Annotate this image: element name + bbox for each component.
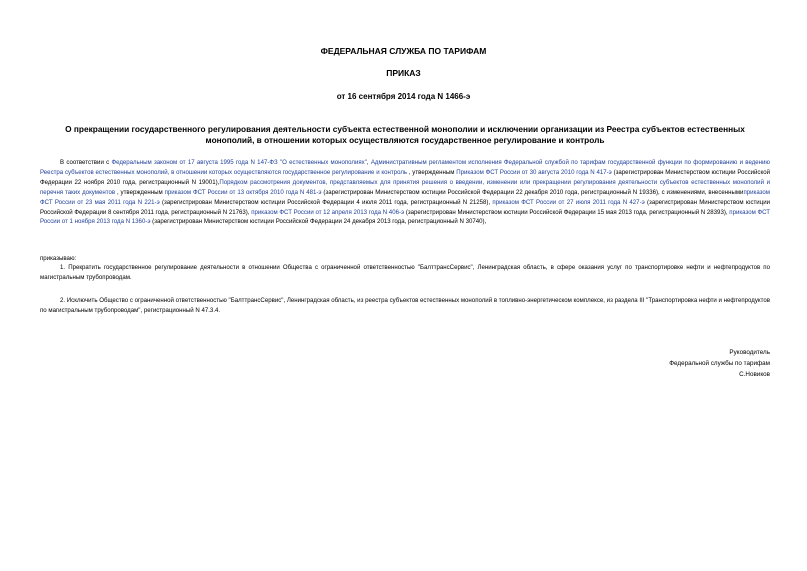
preamble-paragraph — [40, 158, 770, 227]
agency-heading: ФЕДЕРАЛЬНАЯ СЛУЖБА ПО ТАРИФАМ — [320, 46, 487, 56]
doc-date-number: от 16 сентября 2014 года N 1466-э — [336, 92, 471, 101]
signature-name: С.Новиков — [739, 371, 770, 378]
preamble-text: (зарегистрирован Министерством юстиции Российской Федерации 4 июля 2011 года, регистрационный N 21258), — [159, 198, 493, 206]
preamble-text: , утвержденным — [407, 168, 457, 176]
signature-agency: Федеральной службы по тарифам — [669, 360, 770, 367]
preamble-text: (зарегистрирован Министерством юстиции Российской Федерации 15 мая 2013 года, регистрационный N 28393), — [404, 208, 730, 216]
order-1360-link[interactable]: приказом ФСТ России от 1 ноября 2013 года N 1360-э — [40, 208, 771, 226]
order-item-1: 1. Прекратить государственное регулирование деятельности в отношении Общества с ограниченной ответственностью "БалттрансСервис", Ленинградская область, в сфере оказания услуг по транспортировке нефти и нефтепродуктов по магистральным трубопроводам. — [40, 264, 770, 281]
preamble-text: (зарегистрирован Министерством юстиции Российской Федерации 22 ноября 2010 года, регистрационный N 19001), — [40, 168, 771, 186]
order-item-2: 2. Исключить Общество с ограниченной ответственностью "БалттрансСервис", Ленинградская область, из реестра субъектов естественных монополий в топливно-энергетическом комплексе, из раздела III "Транспортировка нефти и нефтепродуктов по магистральным трубопроводам", регистрационный N 47.3.4. — [40, 297, 770, 314]
preamble-text: (зарегистрирован Министерством юстиции Российской Федерации 8 сентября 2011 года, регистрационный N 21763), — [40, 198, 771, 216]
preamble-text: (зарегистрирован Министерством юстиции Российской Федерации 24 декабря 2013 года, регистрационный N 30740), — [150, 218, 487, 226]
preamble-text: В соответствии с — [60, 159, 112, 166]
order-406-link[interactable]: приказом ФСТ России от 12 апреля 2013 года N 406-э — [251, 208, 405, 216]
doc-type-heading: ПРИКАЗ — [386, 68, 421, 78]
federal-law-link[interactable]: Федеральным законом от 17 августа 1995 года N 147-ФЗ "О естественных монополиях" — [111, 159, 367, 166]
admin-regulation-link[interactable]: Административным регламентом исполнения Федеральной службой по тарифам государственной функции по формированию и ведению Реестра субъектов естественных монополий, в отношении которых осуществляются государственное регулирование и контроль — [40, 159, 770, 176]
orders-word: приказываю: — [40, 255, 77, 262]
procedure-link[interactable]: Порядком рассмотрения документов, представляемых для принятия решения о введении, изменении или прекращении регулирования деятельности субъектов естественных монополий и перечня таких документов — [40, 178, 770, 196]
order-221-link[interactable]: приказом ФСТ России от 23 мая 2011 года N 221-э — [40, 188, 770, 206]
document-title: О прекращении государственного регулирования деятельности субъекта естественной монополии и исключении организации из Реестра субъектов естественных монополий, в отношении которых осуществляются государственное регулирование и контроль — [65, 124, 745, 145]
order-427-link[interactable]: приказом ФСТ России от 27 июля 2011 года N 427-э — [492, 198, 645, 206]
preamble-text: , утвержденным — [115, 188, 165, 196]
preamble-text: (зарегистрирован Министерством юстиции Российской Федерации 22 декабря 2010 года, регистрационный N 19336), с изменениями, внесенными — [321, 188, 744, 196]
signature-position: Руководитель — [729, 349, 770, 356]
preamble-text: , — [366, 159, 371, 166]
order-481-link[interactable]: приказом ФСТ России от 13 октября 2010 года N 481-э — [164, 188, 322, 196]
order-417-link[interactable]: Приказом ФСТ России от 30 августа 2010 года N 417-э — [456, 168, 612, 176]
